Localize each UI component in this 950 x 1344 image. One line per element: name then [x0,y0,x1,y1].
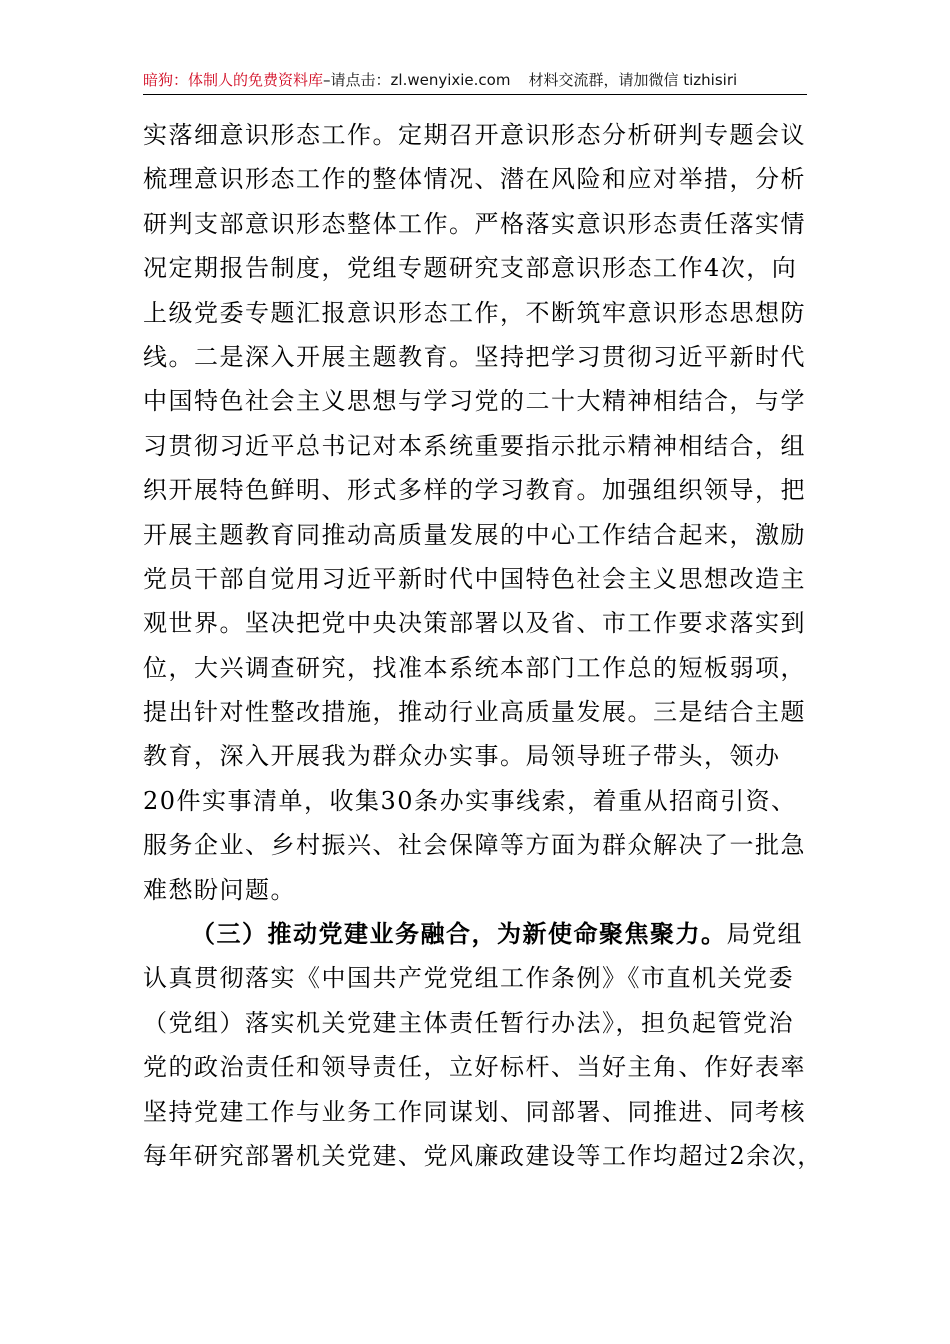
body-line: 提出针对性整改措施，推动行业高质量发展。三是结合主题 [143,698,806,727]
body-line: 党员干部自觉用习近平新时代中国特色社会主义思想改造主 [143,564,806,593]
section-3-line: 坚持党建工作与业务工作同谋划、同部署、同推进、同考核 [143,1097,806,1126]
body-line: 教育，深入开展我为群众办实事。局领导班子带头，领办 [143,742,781,771]
document-body [143,113,823,1178]
section-3-line: 党的政治责任和领导责任，立好标杆、当好主角、作好表率 [143,1053,806,1082]
header-contact: 材料交流群，请加微信 tizhisiri [528,71,738,89]
body-line: 实落细意识形态工作。定期召开意识形态分析研判专题会议 [143,121,806,149]
body-line: 研判支部意识形态整体工作。严格落实意识形态责任落实情 [143,209,806,238]
body-line: 难愁盼问题。 [143,875,296,904]
body-line: 织开展特色鲜明、形式多样的学习教育。加强组织领导，把 [143,476,806,505]
body-line: 位，大兴调查研究，找准本系统本部门工作总的短板弱项， [143,653,806,682]
body-line: 20件实事清单，收集30条办实事线索，着重从招商引资、 [143,786,797,815]
page-header [143,66,807,95]
body-line: 上级党委专题汇报意识形态工作，不断筑牢意识形态思想防 [143,298,806,327]
body-line: 服务企业、乡村振兴、社会保障等方面为群众解决了一批急 [143,831,806,860]
body-line: 线。二是深入开展主题教育。坚持把学习贯彻习近平新时代 [143,342,806,371]
section-3-first-text: 局党组 [726,920,803,949]
section-3-line: （党组）落实机关党建主体责任暂行办法》，担负起管党治 [143,1008,794,1037]
section-3-line: 每年研究部署机关党建、党风廉政建设等工作均超过2余次， [143,1141,823,1170]
header-link-prefix: –请点击： [323,71,391,89]
header-brand: 暗狗：体制人的免费资料库 [143,71,324,89]
body-line: 观世界。坚决把党中央决策部署以及省、市工作要求落实到 [143,609,806,638]
body-line: 开展主题教育同推动高质量发展的中心工作结合起来，激励 [143,520,806,549]
header-link[interactable]: zl.wenyixie.com [390,71,511,89]
body-line: 习贯彻习近平总书记对本系统重要指示批示精神相结合，组 [143,431,806,460]
body-line: 中国特色社会主义思想与学习党的二十大精神相结合，与学 [143,387,806,416]
section-3-first-line [143,912,807,956]
section-3-heading: （三）推动党建业务融合，为新使命聚焦聚力。 [191,919,727,949]
body-line: 况定期报告制度，党组专题研究支部意识形态工作4次，向 [143,254,798,283]
section-3-line: 认真贯彻落实《中国共产党党组工作条例》《市直机关党委 [143,964,794,993]
body-line: 梳理意识形态工作的整体情况、潜在风险和应对举措，分析 [143,165,806,194]
